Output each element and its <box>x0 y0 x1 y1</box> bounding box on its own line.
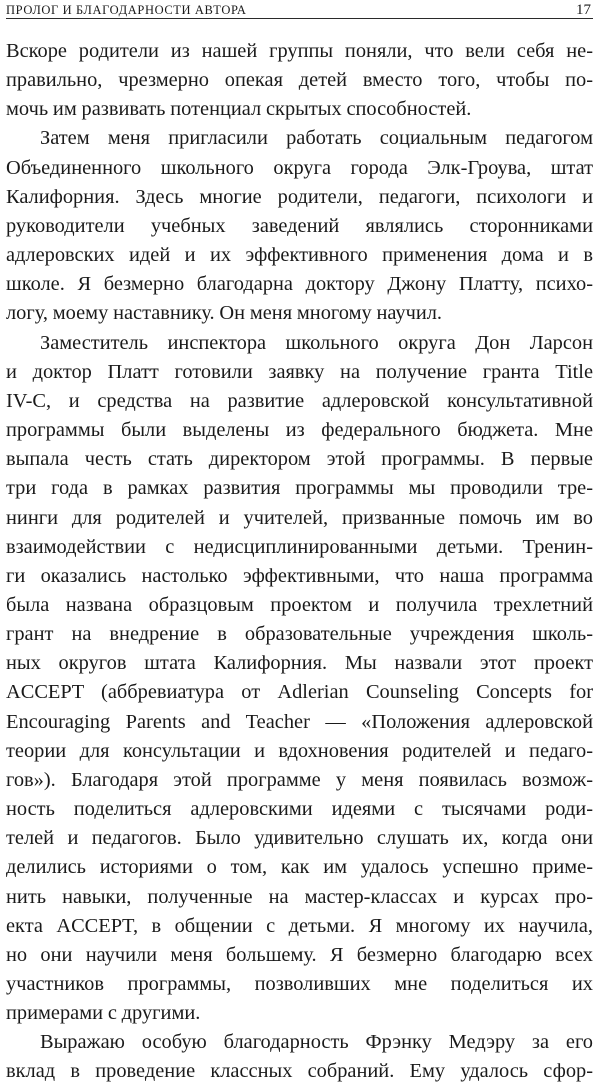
text-line: логу, моему наставнику. Он меня многому научил. <box>6 302 443 325</box>
text-line: IV-C, и средства на развитие адлеровской консультативной <box>6 389 593 412</box>
text-line: руководители учебных заведений являлись сторонниками <box>6 214 593 237</box>
paragraph <box>6 329 593 1029</box>
text-line: ги оказались настолько эффективными, что наша программа <box>6 564 593 587</box>
text-line: школе. Я безмерно благодарна доктору Джону Платту, психо- <box>6 273 593 296</box>
text-line: ных округов штата Калифорния. Мы назвали этот проект <box>6 652 593 675</box>
text-line: вклад в проведение классных собраний. Ему удалось сфор- <box>6 1060 593 1083</box>
text-line: выпала честь стать директором этой программы. В первые <box>6 448 593 471</box>
text-line: правильно, чрезмерно опекая детей вместо того, чтобы по- <box>6 69 593 92</box>
text-line: и доктор Платт готовили заявку на получение гранта Title <box>6 360 593 383</box>
text-line: делились историями о том, как им удалось успешно приме- <box>6 856 593 879</box>
paragraph <box>6 124 593 328</box>
text-line: программы были выделены из федерального бюджета. Мне <box>6 419 593 442</box>
text-line: грант на внедрение в образовательные учреждения школь- <box>6 623 593 646</box>
text-line: адлеровских идей и их эффективного применения дома и в <box>6 244 593 267</box>
text-line: примерами с другими. <box>6 1002 201 1025</box>
text-line: теории для консультации и вдохновения родителей и педаго- <box>6 739 593 762</box>
page-number: 17 <box>576 2 591 18</box>
text-line: но они научили меня большему. Я безмерно благодарю всех <box>6 943 593 966</box>
text-line: мочь им развивать потенциал скрытых способностей. <box>6 98 472 121</box>
text-line: нить навыки, полученные на мастер-классах и курсах про- <box>6 885 593 908</box>
text-line: была названа образцовым проектом и получила трехлетний <box>6 593 593 616</box>
text-line: Encouraging Parents and Teacher — «Положения адлеровской <box>6 710 593 733</box>
paragraph <box>6 37 593 124</box>
text-line: нинги для родителей и учителей, призванные помочь им во <box>6 506 593 529</box>
text-line: Объединенного школьного округа города Элк-Гроува, штат <box>6 156 593 179</box>
text-line: Выражаю особую благодарность Фрэнку Медэру за его <box>40 1031 593 1054</box>
text-line: Вскоре родители из нашей группы поняли, что вели себя не- <box>6 40 593 62</box>
text-line: Калифорния. Здесь многие родители, педагоги, психологи и <box>6 185 593 208</box>
text-line: ACCEPT (аббревиатура от Adlerian Counseling Concepts for <box>6 681 593 704</box>
text-line: участников программы, позволивших мне поделиться их <box>6 973 593 995</box>
text-line: Затем меня пригласили работать социальным педагогом <box>40 127 593 150</box>
text-line: три года в рамках развития программы мы проводили тре- <box>6 477 593 500</box>
text-line: телей и педагогов. Было удивительно слушать их, когда они <box>6 827 593 850</box>
paragraph <box>6 1028 593 1086</box>
running-header <box>6 0 593 19</box>
body-text <box>6 37 593 1087</box>
text-line: ность поделиться адлеровскими идеями с тысячами роди- <box>6 798 593 821</box>
text-line: гов»). Благодаря этой программе у меня появилась возмож- <box>6 768 593 791</box>
running-title: ПРОЛОГ И БЛАГОДАРНОСТИ АВТОРА <box>6 3 247 17</box>
text-line: взаимодействии с недисциплинированными детьми. Тренин- <box>6 535 593 558</box>
text-line: Заместитель инспектора школьного округа Дон Ларсон <box>40 331 593 354</box>
text-line: екта ACCEPT, в общении с детьми. Я многому их научила, <box>6 914 593 937</box>
